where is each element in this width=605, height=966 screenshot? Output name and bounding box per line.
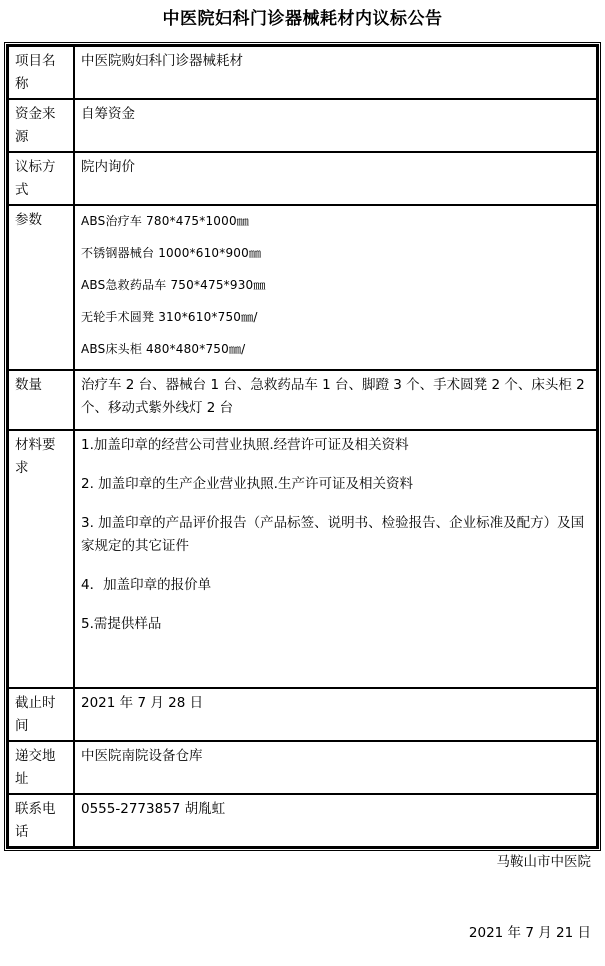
param-item: ABS急救药品车 750*475*930㎜ bbox=[81, 278, 266, 292]
requirement-item: 1.加盖印章的经营公司营业执照.经营许可证及相关资料 bbox=[81, 437, 409, 453]
label-params: 参数 bbox=[8, 205, 74, 370]
table-row-quantity bbox=[8, 370, 597, 430]
issue-date: 2021 年 7 月 21 日 bbox=[468, 925, 591, 941]
value-funding: 自筹资金 bbox=[74, 99, 597, 152]
notice-table bbox=[6, 44, 599, 849]
label-funding: 资金来源 bbox=[8, 99, 74, 152]
value-params bbox=[74, 205, 597, 370]
param-item: 无轮手术圆凳 310*610*750㎜/ bbox=[81, 310, 258, 324]
value-method: 院内询价 bbox=[74, 152, 597, 205]
table-row-contact bbox=[8, 794, 597, 847]
requirement-item: 3. 加盖印章的产品评价报告（产品标签、说明书、检验报告、企业标准及配方）及国家规定的其它证件 bbox=[81, 515, 585, 554]
label-deadline: 截止时间 bbox=[8, 688, 74, 741]
param-item: ABS床头柜 480*480*750㎜/ bbox=[81, 342, 246, 356]
label-contact: 联系电话 bbox=[8, 794, 74, 847]
param-item: ABS治疗车 780*475*1000㎜ bbox=[81, 214, 250, 228]
value-address: 中医院南院设备仓库 bbox=[74, 741, 597, 794]
value-materials bbox=[74, 430, 597, 688]
requirement-item: 4．加盖印章的报价单 bbox=[81, 577, 212, 593]
label-method: 议标方式 bbox=[8, 152, 74, 205]
value-deadline: 2021 年 7 月 28 日 bbox=[74, 688, 597, 741]
label-project: 项目名称 bbox=[8, 46, 74, 99]
param-item: 不锈钢器械台 1000*610*900㎜ bbox=[81, 246, 262, 260]
table-row-deadline bbox=[8, 688, 597, 741]
notice-title: 中医院妇科门诊器械耗材内议标公告 bbox=[162, 9, 443, 29]
requirement-item: 2. 加盖印章的生产企业营业执照.生产许可证及相关资料 bbox=[81, 476, 413, 492]
table-row-params bbox=[8, 205, 597, 370]
table-row-method bbox=[8, 152, 597, 205]
value-quantity: 治疗车 2 台、器械台 1 台、急救药品车 1 台、脚蹬 3 个、手术圆凳 2 个、床头柜 2 个、移动式紫外线灯 2 台 bbox=[74, 370, 597, 430]
value-project: 中医院购妇科门诊器械耗材 bbox=[74, 46, 597, 99]
table-row-address bbox=[8, 741, 597, 794]
table-row-materials bbox=[8, 430, 597, 688]
label-quantity: 数量 bbox=[8, 370, 74, 430]
table-row-funding bbox=[8, 99, 597, 152]
table-row-project bbox=[8, 46, 597, 99]
requirement-item: 5.需提供样品 bbox=[81, 616, 162, 632]
issuing-organization: 马鞍山市中医院 bbox=[496, 854, 591, 870]
label-materials: 材料要求 bbox=[8, 430, 74, 688]
label-address: 递交地址 bbox=[8, 741, 74, 794]
value-contact: 0555-2773857 胡胤虹 bbox=[74, 794, 597, 847]
